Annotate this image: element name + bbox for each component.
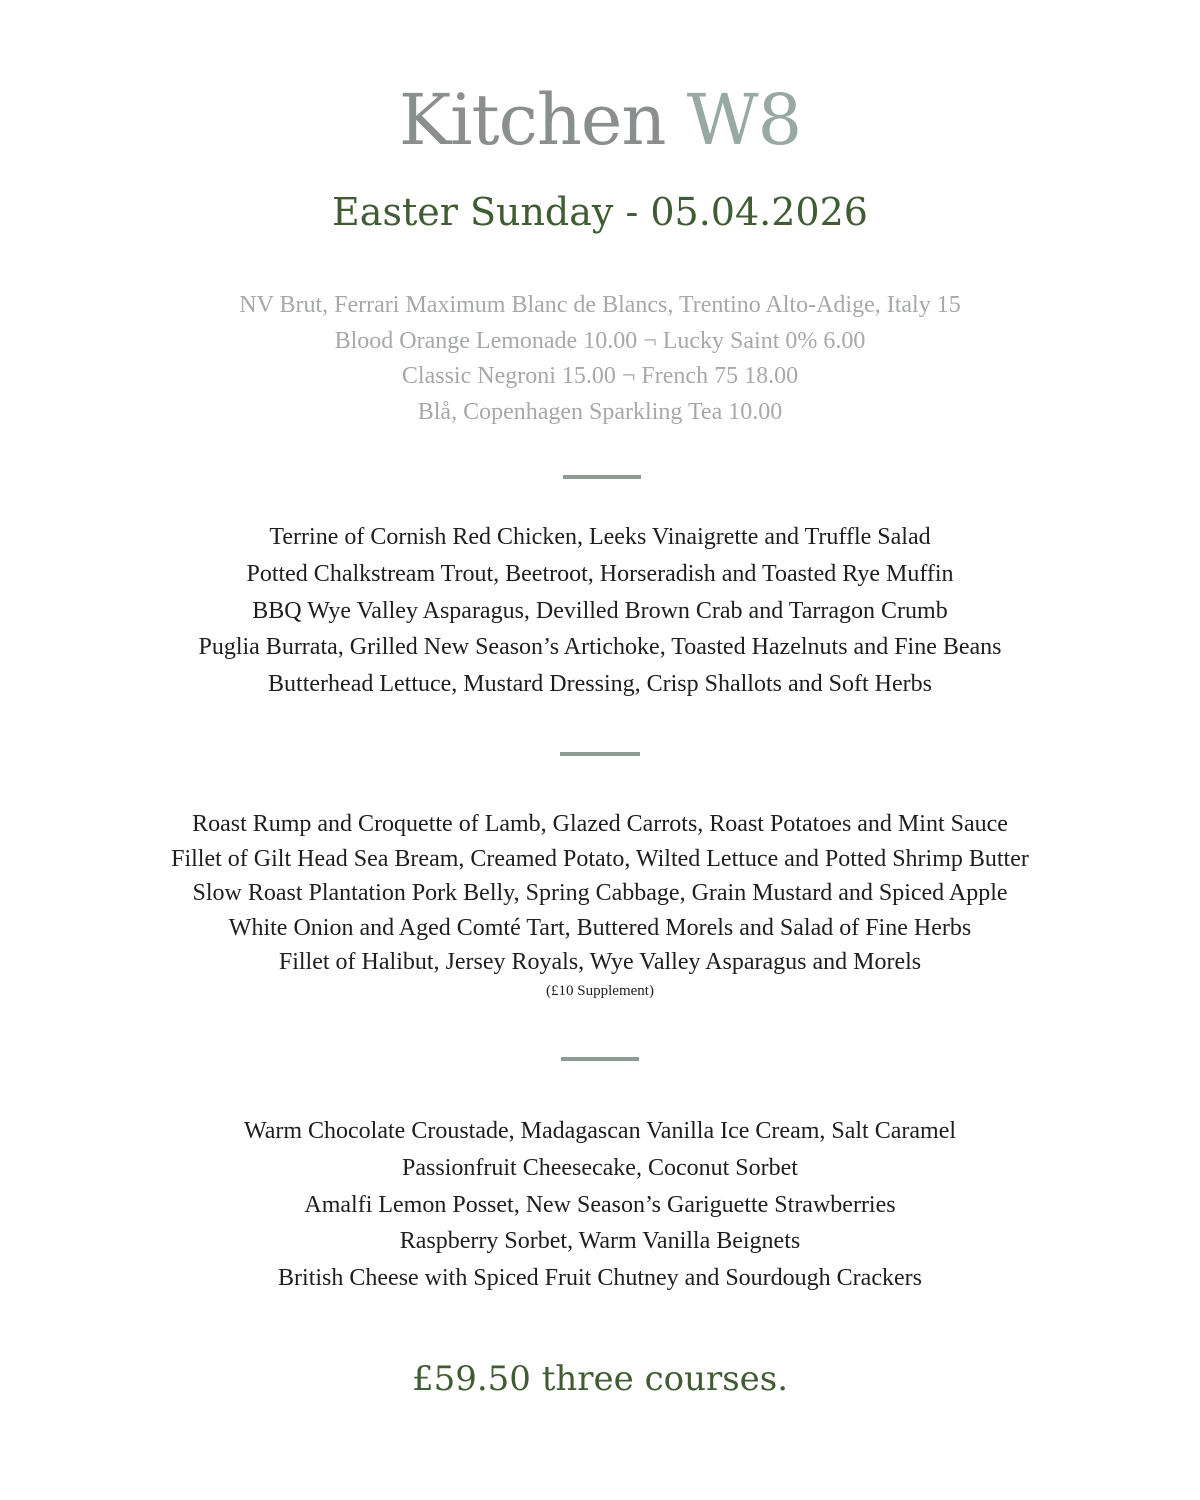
- starters-list: [0, 519, 1200, 703]
- drink-item: NV Brut, Ferrari Maximum Blanc de Blancs, Trentino Alto-Adige, Italy 15: [239, 292, 961, 318]
- starter-item: Potted Chalkstream Trout, Beetroot, Horseradish and Toasted Rye Muffin: [246, 560, 954, 587]
- drink-item: Blå, Copenhagen Sparkling Tea 10.00: [417, 398, 783, 425]
- starter-item: Puglia Burrata, Grilled New Season’s Artichoke, Toasted Hazelnuts and Fine Beans: [198, 634, 1002, 661]
- drinks-list: [0, 288, 1200, 430]
- dessert-item: Passionfruit Cheesecake, Coconut Sorbet: [402, 1154, 798, 1181]
- dessert-item: Raspberry Sorbet, Warm Vanilla Beignets: [399, 1228, 801, 1255]
- section-divider: [560, 752, 640, 756]
- starter-item: Butterhead Lettuce, Mustard Dressing, Crisp Shallots and Soft Herbs: [268, 671, 932, 698]
- drink-item: Blood Orange Lemonade 10.00 ¬ Lucky Saint 0% 6.00: [334, 327, 866, 354]
- main-item: Roast Rump and Croquette of Lamb, Glazed Carrots, Roast Potatoes and Mint Sauce: [192, 811, 1008, 837]
- drink-item: Classic Negroni 15.00 ¬ French 75 18.00: [401, 363, 799, 389]
- main-item: White Onion and Aged Comté Tart, Buttered Morels and Salad of Fine Herbs: [228, 914, 972, 941]
- section-divider: [563, 475, 641, 479]
- starter-item: Terrine of Cornish Red Chicken, Leeks Vinaigrette and Truffle Salad: [269, 524, 931, 550]
- supplement-note: (£10 Supplement): [546, 982, 654, 999]
- restaurant-title: [0, 78, 1200, 162]
- dessert-item: Warm Chocolate Croustade, Madagascan Vanilla Ice Cream, Salt Caramel: [243, 1118, 957, 1144]
- occasion-date: Easter Sunday - 05.04.2026: [332, 190, 868, 234]
- menu-price: £59.50 three courses.: [411, 1359, 789, 1399]
- section-divider: [561, 1057, 639, 1061]
- main-item: Fillet of Halibut, Jersey Royals, Wye Valley Asparagus and Morels: [278, 949, 922, 975]
- restaurant-name-part1: Kitchen: [398, 79, 666, 161]
- dessert-item: Amalfi Lemon Posset, New Season’s Gariguette Strawberries: [304, 1191, 896, 1218]
- desserts-list: [0, 1113, 1200, 1297]
- main-item: Fillet of Gilt Head Sea Bream, Creamed Potato, Wilted Lettuce and Potted Shrimp Butter: [171, 845, 1029, 872]
- starter-item: BBQ Wye Valley Asparagus, Devilled Brown Crab and Tarragon Crumb: [252, 597, 948, 624]
- restaurant-name-part2: W8: [686, 79, 802, 161]
- dessert-item: British Cheese with Spiced Fruit Chutney and Sourdough Crackers: [278, 1265, 922, 1292]
- main-item: Slow Roast Plantation Pork Belly, Spring Cabbage, Grain Mustard and Spiced Apple: [192, 880, 1008, 906]
- mains-list: [0, 807, 1200, 1002]
